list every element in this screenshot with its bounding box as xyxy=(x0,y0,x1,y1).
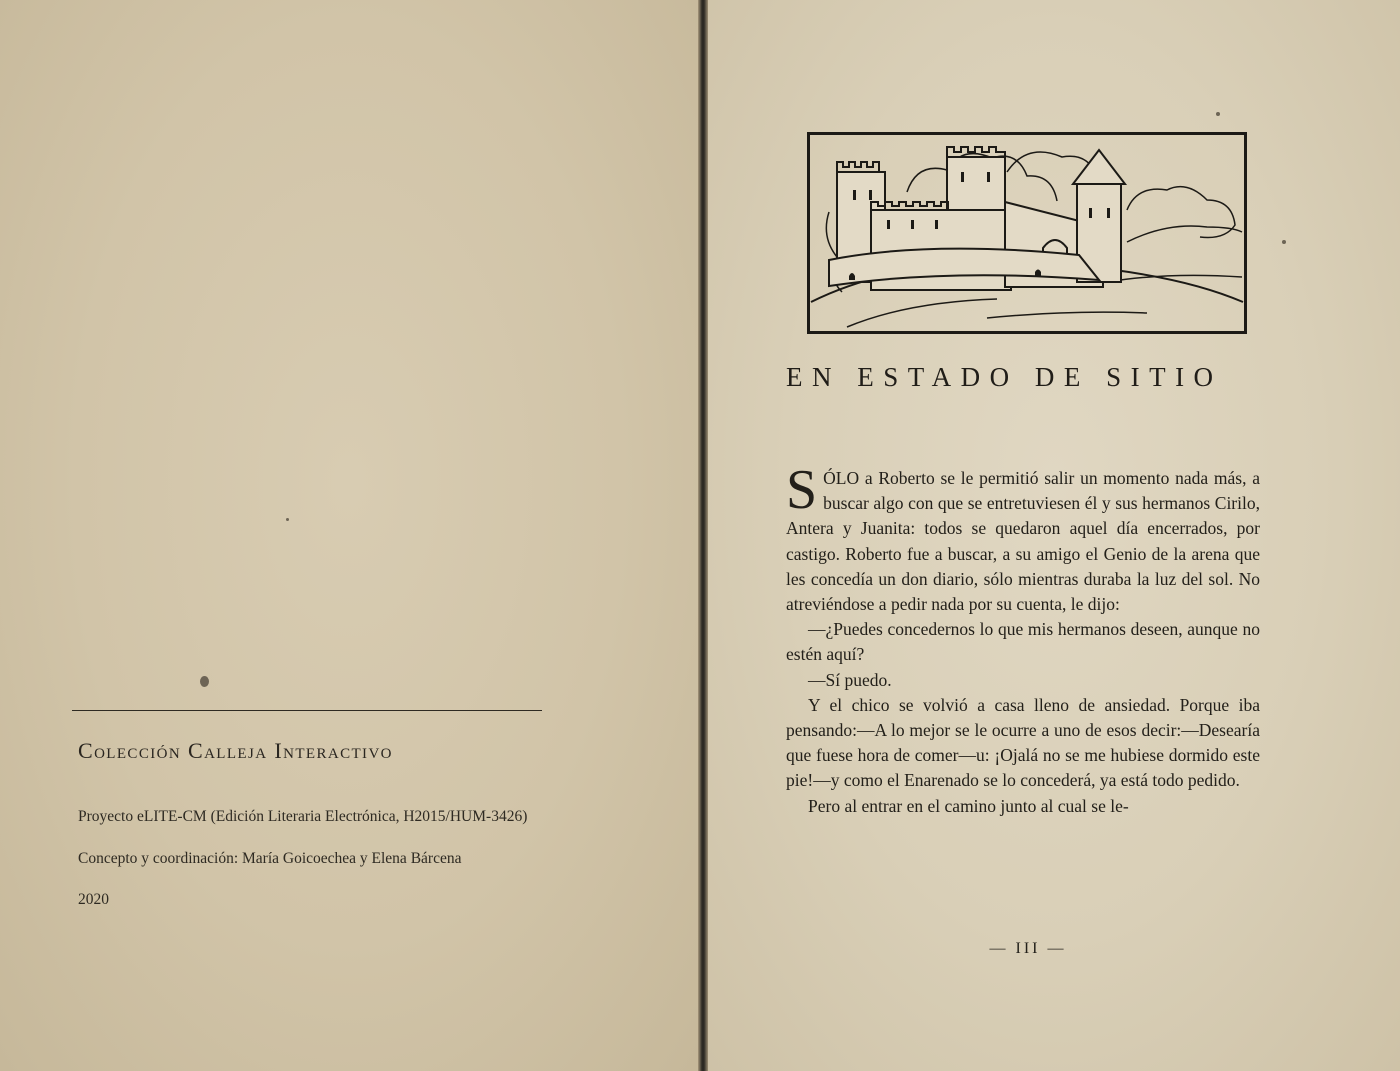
left-page xyxy=(0,0,698,1071)
paragraph: Y el chico se volvió a casa lleno de ansiedad. Porque iba pensando:—A lo mejor se le ocurre a uno de esos decir:—Desearía que fuese hora de comer—u: ¡Ojalá no se me hubiese dormido este pie!—y como el Enarenado se lo concederá, ya está todo pedido. xyxy=(786,694,1260,791)
paper-speck xyxy=(1216,112,1220,116)
page-number: — III — xyxy=(989,940,1067,957)
year-line: 2020 xyxy=(78,891,109,908)
chapter-body xyxy=(786,459,1260,819)
book-gutter xyxy=(698,0,708,1071)
paragraph: —¿Puedes concedernos lo que mis hermanos deseen, aunque no estén aquí? xyxy=(786,619,1260,665)
right-page xyxy=(708,0,1400,1071)
collection-title: Colección Calleja Interactivo xyxy=(78,738,393,763)
concept-line: Concepto y coordinación: María Goicoechea y Elena Bárcena xyxy=(78,850,462,867)
paragraph-text: ÓLO a Roberto se le permitió salir un momento nada más, a buscar algo con que se entretuviesen él y sus hermanos Cirilo, Antera y Juanita: todos se quedaron aquel día encerrados, por castigo. Roberto fue a buscar, a su amigo el Genio de la arena que les concedía un don diario, sólo mientras duraba la luz del sol. No atreviéndose a pedir nada por su cuenta, le dijo: xyxy=(786,468,1260,615)
paragraph: Pero al entrar en el camino junto al cual se le- xyxy=(808,795,1129,816)
paragraph xyxy=(786,459,1260,617)
paper-speck xyxy=(1282,240,1286,244)
paragraph: —Sí puedo. xyxy=(808,669,892,690)
drop-cap: S xyxy=(786,459,818,521)
colophon-divider xyxy=(72,710,542,711)
project-line: Proyecto eLITE-CM (Edición Literaria Electrónica, H2015/HUM-3426) xyxy=(78,808,528,825)
paper-speck xyxy=(200,676,209,687)
chapter-title: EN ESTADO DE SITIO xyxy=(786,362,1223,392)
castle-illustration-icon xyxy=(807,132,1247,334)
paper-speck xyxy=(286,518,289,521)
